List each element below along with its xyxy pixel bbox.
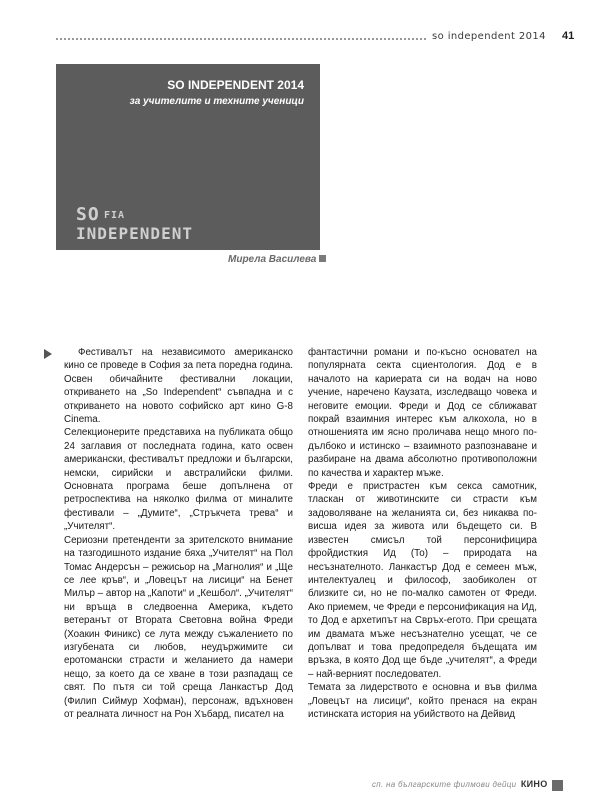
footer-tagline-text: сп. на българските филмови дейци [372,780,517,789]
article-paragraph: Фестивалът на независимото американско кино се проведе в София за пета поредна година. Освен обичайните фестивални локации, откриването на „So Independent“ съвпадна и с откриването на новото софийско арт кино G-8 Cinema. [64,347,293,426]
author-name: Мирела Василева [228,254,317,265]
footer-brand: КИНО [520,779,548,789]
feature-title-block [56,64,320,250]
feature-title: SO INDEPENDENT 2014 [167,78,304,92]
byline-square-icon [319,255,326,262]
page-number: 41 [562,30,575,42]
article-paragraph: Фреди е пристрастен към секса самотник, тласкан от животинските си страсти към задоволяване на желанията си, без никаква по-висша идея за живота или бъдещето си. В известен смисъл той персонифицира фройдисткия Ид (То) – природата на несъзнателното. Ланкастър Дод е семеен мъж, интелектуалец и философ, заобиколен от близките си, но не по-малко самотен от Фреди. Ако приемем, че Фреди е персонификация на Ид, то Дод е архетипът на Свръх-егото. При срещата им двамата мъже несъзнателно усещат, че се допълват и това предопределя бъдещата им връзка, в която Дод ще бъде „учителят“, а Фреди – най-верният последовател. [308,481,537,680]
article-start-arrow-icon [44,349,52,359]
footer-tagline [372,779,548,789]
footer-square-icon [552,780,563,791]
feature-subtitle: за учителите и техните ученици [129,96,304,107]
festival-logo [76,204,206,248]
article-paragraph: Сериозни претенденти за зрителското внимание на тазгодишното издание бяха „Учителят“ на Пол Томас Андерсън – режисьор на „Магнолия“ и „Ще се лее кръв“, и „Ловецът на лисици“ на Бенет Милър – автор на „Капоти“ и „Кешбол“. „Учителят“ ни връща в следвоенна Америка, където ветеранът от Втората Световна война Фреди (Хоакин Финикс) се лута между съжалението по изгубената си любов, неудържимите си еротомански страсти и желанието да намери нещо, за което да се хване в този разпадащ се свят. По пътя си той среща Ланкастър Дод (Филип Сиймур Хофман), персонаж, вдъхновен от реалната личност на Рон Хъбард, писател на [64,534,293,720]
article-paragraph: фантастични романи и по-късно основател на популярната секта сциентология. Дод е в началото на кариерата си на водач на ново учение, наречено Каузата, изследващо човека и неговите емоции. Фреди и Дод се сближават покрай взаимния интерес към алкохола, но в отношенията им ясно проличава нещо много по-дълбоко и истинско – взаимното разпознаване и разбиране на двама абсолютно противоположни по качества и характер мъже. [308,347,537,479]
header-section-label: so independent 2014 [432,31,546,42]
header-dotted-rule [56,38,426,40]
logo-fia: FIA [104,210,126,221]
article-column-left [64,346,293,721]
logo-so: SO [76,204,100,225]
author-byline [228,254,326,265]
article-column-right [308,346,537,721]
logo-independent: INDEPENDENT [76,224,193,243]
article-paragraph: Селекционерите представиха на публиката общо 24 заглавия от последната година, като освен американски, фестивалът предложи и български, немски, сирийски и австралийски филми. Основната програма беше допълнена от ретроспектива на няколко филма от миналите фестивали – „Думите“, „Стръкчета трева“ и „Учителят“. [64,427,293,533]
article-paragraph: Темата за лидерството е основна и във филма „Ловецът на лисици“, който пренася на екран истинската история на убийството на Дейвид [308,682,537,720]
